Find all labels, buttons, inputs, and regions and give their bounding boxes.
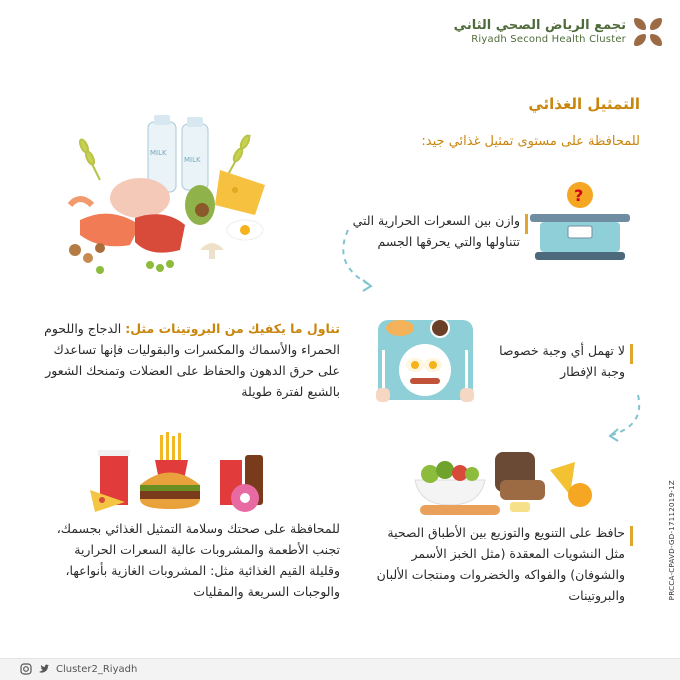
tip-protein [40,318,340,402]
document-code: PRCCA-CPAVD-GD-17112019-1Z [668,480,676,601]
dashed-arrow-1 [330,225,390,295]
dashed-arrow-2 [600,390,650,445]
svg-text:MILK: MILK [150,149,167,157]
svg-text:MILK: MILK [184,156,201,164]
fast-food-illustration [80,430,280,515]
instagram-icon [20,663,32,675]
cluster-logo [454,18,662,46]
tip-variety [375,522,625,606]
breakfast-illustration [370,310,480,410]
page-title: التمثيل الغذائي [528,95,640,113]
social-handle-text: Cluster2_Riyadh [56,663,138,675]
tip-avoid-high-calorie [40,518,340,602]
logo-mark-icon [634,18,662,46]
tip-bar [630,526,633,546]
logo-arabic-name: تجمع الرياض الصحي الثاني [453,18,626,33]
twitter-icon [38,663,50,675]
social-handle[interactable] [20,663,137,675]
tip-avoid-text: للمحافظة على صحتك وسلامة التمثيل الغذائي بجسمك، تجنب الأطعمة والمشروبات عالية السعرات الحرارية وقليلة القيم الغذائية مثل: المشروبات الغازية بأنواعها، والوجبات السريعة والمقليات [56,521,340,599]
protein-food-illustration [40,110,280,290]
tip-bar [525,214,528,234]
tip-bar [630,344,633,364]
tip-protein-text: الدجاج واللحوم الحمراء والأسماك والمكسرات والبقوليات فإنها تساعدك على حرق الدهون والحفاظ على العضلات وتمنحك الشعور بالشبع لفترة طويلة [44,321,340,399]
footer [0,658,680,680]
tip-breakfast-text: لا تهمل أي وجبة خصوصا وجبة الإفطار [499,343,625,379]
tip-variety-text: حافظ على التنويع والتوزيع بين الأطباق الصحية مثل النشويات المعقدة (مثل الخبز الأسمر والشوفان) والفواكه والخضروات ومنتجات الألبان والبروتينات [376,525,625,603]
tip-breakfast [495,340,625,382]
tip-protein-highlight: تناول ما يكفيك من البروتينات مثل: [125,321,340,336]
question-mark-icon: ? [574,186,584,205]
page-subtitle: للمحافظة على مستوى تمثيل غذائي جيد: [421,134,640,149]
scale-illustration [520,180,640,270]
healthy-food-illustration [400,440,600,525]
tip-calorie-balance-text: وازن بين السعرات الحرارية التي تتناولها والتي يحرقها الجسم [352,213,520,249]
milk-bottle-icon [148,115,208,192]
logo-english-name: Riyadh Second Health Cluster [471,34,626,45]
logo-text [454,18,626,46]
